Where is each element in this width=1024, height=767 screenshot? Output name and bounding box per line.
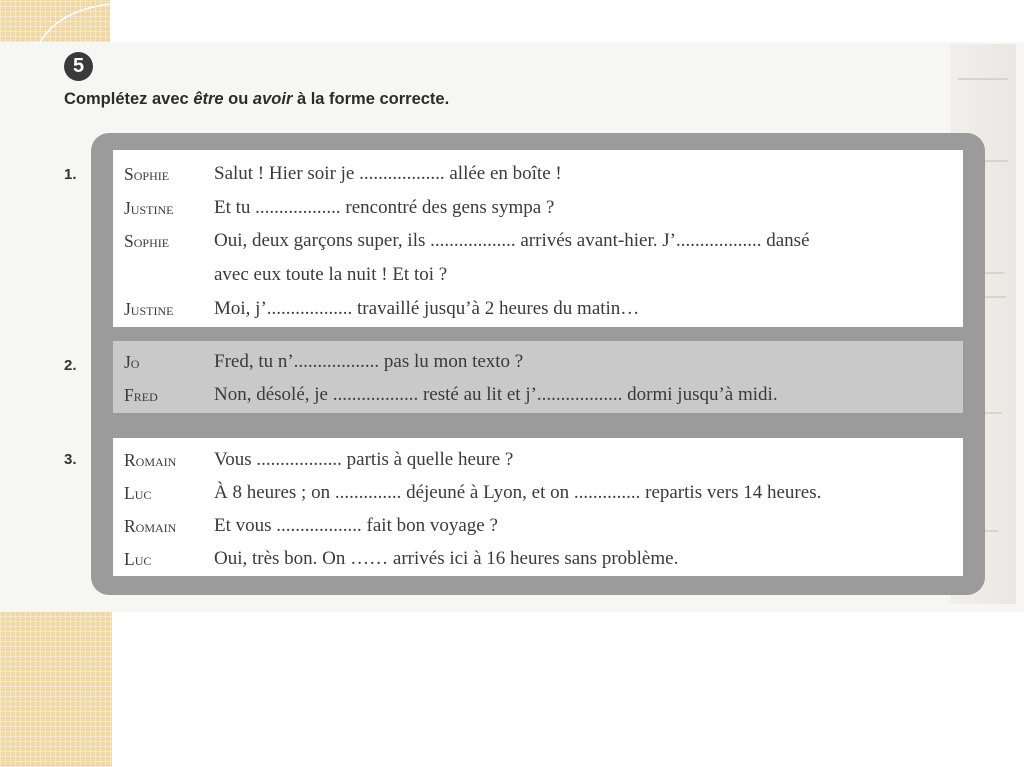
decorative-corner-top <box>0 0 110 42</box>
dialogue-line: Non, désolé, je .................. resté au lit et j’.................. dormi jusqu’à midi. <box>214 384 778 405</box>
dialogue-line: Et vous .................. fait bon voyage ? <box>214 515 498 536</box>
dialogue-line: Oui, deux garçons super, ils .................. arrivés avant-hier. J’.................. dansé <box>214 230 810 251</box>
dialogue-line: Moi, j’.................. travaillé jusqu’à 2 heures du matin… <box>214 298 640 319</box>
section-number: 2. <box>64 357 77 374</box>
instruction-post: à la forme correcte. <box>292 90 450 108</box>
dialogue-line: Oui, très bon. On …… arrivés ici à 16 heures sans problème. <box>214 548 679 569</box>
speaker-name: Fred <box>124 385 158 405</box>
speaker-name: Justine <box>124 299 174 319</box>
dialogue-line: Et tu .................. rencontré des gens sympa ? <box>214 197 555 218</box>
speaker-name: Jo <box>124 352 140 372</box>
speaker-name: Luc <box>124 483 152 503</box>
decorative-corner-bottom <box>0 612 112 767</box>
instruction-mid: ou <box>223 90 253 108</box>
dialogue-line: Fred, tu n’.................. pas lu mon texto ? <box>214 351 524 372</box>
section-number: 3. <box>64 451 77 468</box>
dialogue-line: Vous .................. partis à quelle heure ? <box>214 449 514 470</box>
speaker-name: Justine <box>124 198 174 218</box>
exercise-number-badge: 5 <box>64 52 93 81</box>
bleed-through-line <box>958 78 1008 80</box>
dialogue-line: Salut ! Hier soir je .................. allée en boîte ! <box>214 163 562 184</box>
dialogue-line: À 8 heures ; on .............. déjeuné à Lyon, et on .............. repartis vers 14 heures. <box>214 482 822 503</box>
speaker-name: Sophie <box>124 231 170 251</box>
section-number: 1. <box>64 166 77 183</box>
speaker-name: Romain <box>124 516 177 536</box>
dialogue-line: avec eux toute la nuit ! Et toi ? <box>214 264 448 285</box>
instruction-verb-etre: être <box>193 90 224 108</box>
speaker-name: Romain <box>124 450 177 470</box>
speaker-name: Sophie <box>124 164 170 184</box>
instruction-verb-avoir: avoir <box>252 90 293 108</box>
exercise-instruction <box>64 90 449 109</box>
speaker-name: Luc <box>124 549 152 569</box>
corner-curve-icon <box>0 0 110 42</box>
instruction-pre: Complétez avec <box>64 90 194 108</box>
